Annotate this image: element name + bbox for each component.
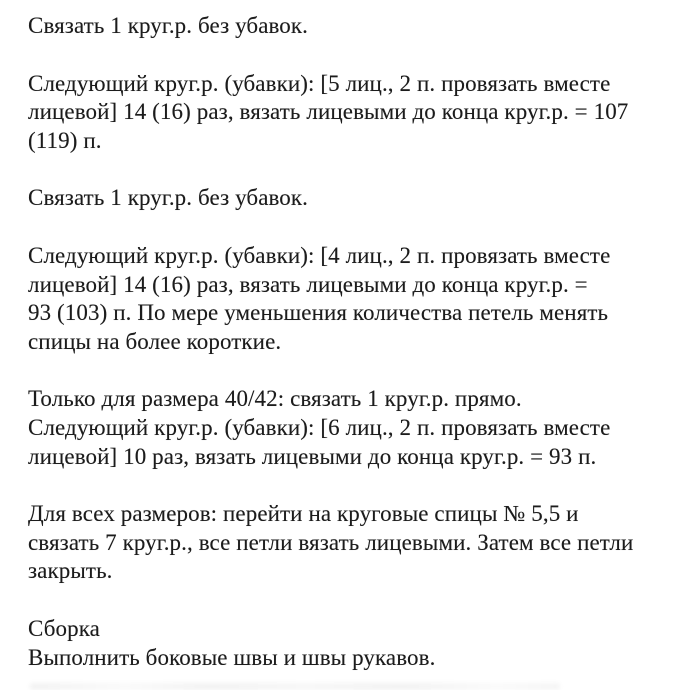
text-line: лицевой] 14 (16) раз, вязать лицевыми до конца круг.р. = 107 (28, 99, 629, 125)
paragraph (28, 385, 684, 471)
paragraph (28, 242, 684, 356)
text-line: Следующий круг.р. (убавки): [5 лиц., 2 п. провязать вместе (28, 70, 611, 96)
text-line: Следующий круг.р. (убавки): [6 лиц., 2 п. провязать вместе (28, 414, 611, 440)
text-line: Для всех размеров: перейти на круговые спицы № 5,5 и (28, 501, 579, 527)
text-line: спицы на более короткие. (28, 328, 282, 354)
text-line: Выполнить боковые швы и швы рукавов. (28, 644, 436, 670)
text-line: связать 7 круг.р., все петли вязать лицевыми. Затем все петли (28, 529, 634, 555)
text-line: Только для размера 40/42: связать 1 круг.р. прямо. (28, 386, 522, 412)
text-line: лицевой] 10 раз, вязать лицевыми до конца круг.р. = 93 п. (28, 443, 597, 469)
text-line: (119) п. (28, 127, 102, 153)
text-line: 93 (103) п. По мере уменьшения количества петель менять (28, 300, 609, 326)
paragraph (28, 184, 684, 213)
text-line: Связать 1 круг.р. без убавок. (28, 13, 309, 38)
paragraph (28, 70, 684, 156)
text-line: Следующий круг.р. (убавки): [4 лиц., 2 п. провязать вместе (28, 242, 611, 268)
paragraph (28, 615, 684, 672)
text-line: лицевой] 14 (16) раз, вязать лицевыми до конца круг.р. = (28, 271, 588, 297)
section-heading: Сборка (28, 615, 100, 641)
paragraph (28, 500, 684, 586)
paragraph (28, 12, 684, 41)
text-line: Связать 1 круг.р. без убавок. (28, 185, 309, 211)
text-line: закрыть. (28, 558, 113, 584)
